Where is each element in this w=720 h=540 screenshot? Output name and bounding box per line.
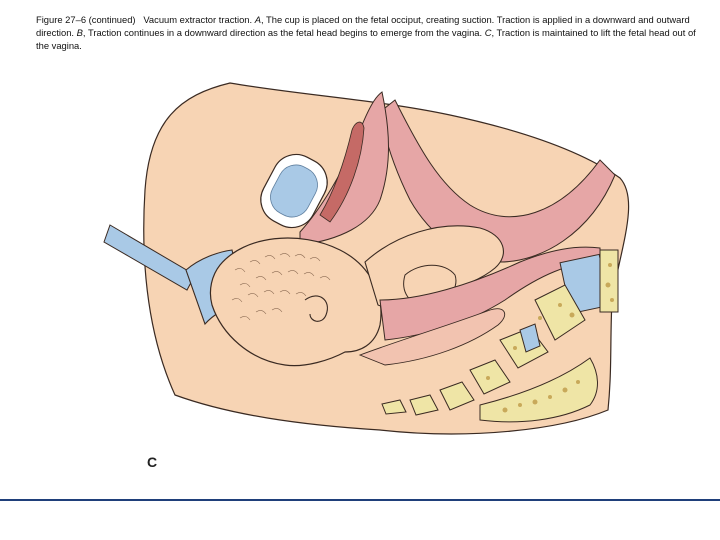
figure-label: Figure 27–6 (continued) bbox=[36, 14, 136, 25]
caption-lead: Vacuum extractor traction. bbox=[143, 14, 255, 25]
footer-rule bbox=[0, 499, 720, 501]
caption-c-text: , Traction is maintained to lift the fetal head out of the vagina. bbox=[36, 27, 696, 52]
caption-c-label: C bbox=[484, 27, 492, 39]
caption-a-label: A bbox=[254, 14, 261, 25]
caption-b-label: B bbox=[76, 27, 83, 39]
caption-a-text: , The cup is placed on the fetal occiput, creating suction. Traction is applied in a downward and outward direction. bbox=[36, 14, 690, 39]
panel-letter: C bbox=[147, 454, 158, 470]
caption-b-text: , Traction continues in a downward direction as the fetal head begins to emerge from the vagina. bbox=[82, 27, 485, 39]
